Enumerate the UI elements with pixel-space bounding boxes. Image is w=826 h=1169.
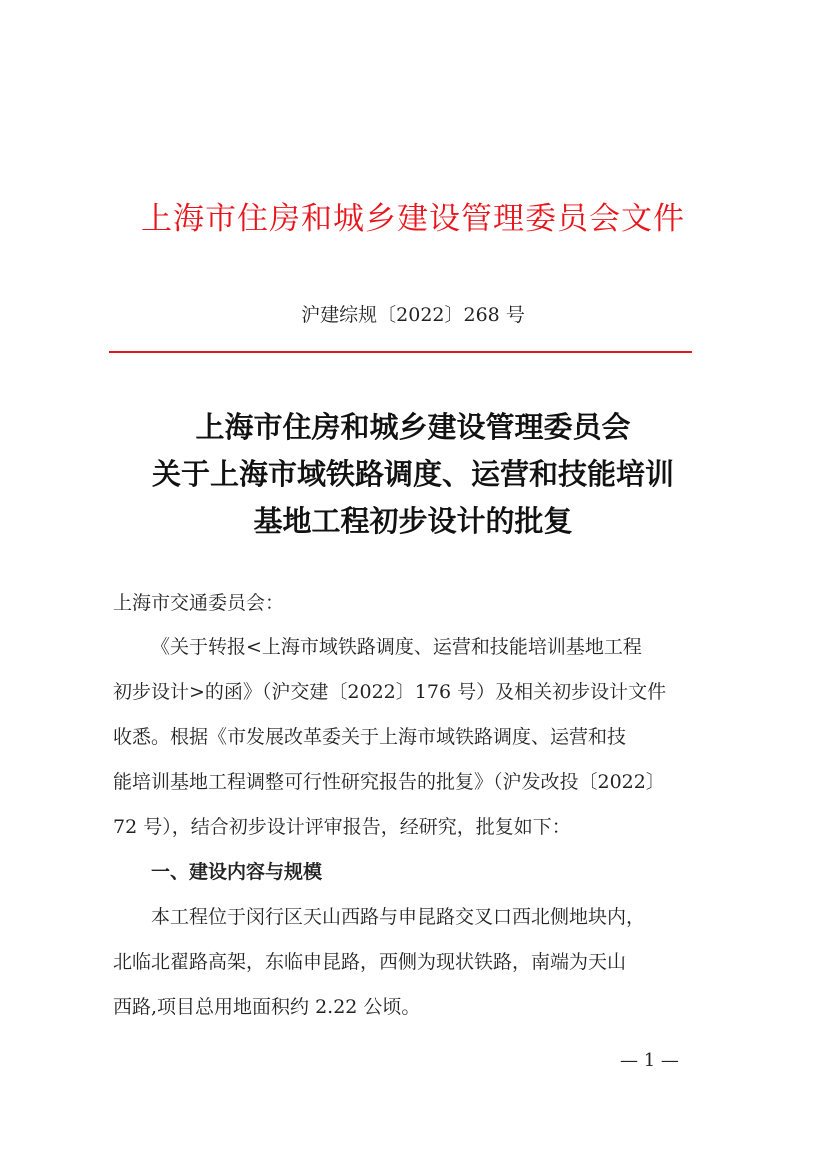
issuer-heading: 上海市住房和城乡建设管理委员会文件: [141, 201, 685, 237]
paragraph-1-line-5: 72 号），结合初步设计评审报告，经研究，批复如下：: [113, 816, 571, 838]
document-number: 沪建综规〔2022〕268 号: [301, 304, 525, 326]
paragraph-1-line-4: 能培训基地工程调整可行性研究报告的批复》（沪发改投〔2022〕: [113, 771, 665, 793]
section-1-heading: 一、建设内容与规模: [151, 861, 323, 883]
title-line-1: 上海市住房和城乡建设管理委员会: [195, 410, 631, 444]
addressee: 上海市交通委员会：: [113, 592, 285, 614]
red-divider-line: [109, 351, 692, 353]
paragraph-2-line-1: 本工程位于闵行区天山西路与申昆路交叉口西北侧地块内，: [151, 906, 646, 928]
paragraph-2-line-2: 北临北翟路高架，东临申昆路，西侧为现状铁路，南端为天山: [113, 951, 627, 973]
page-number: — 1 —: [620, 1050, 679, 1071]
document-body: [113, 625, 719, 1030]
paragraph-1-line-3: 收悉。根据《市发展改革委关于上海市域铁路调度、运营和技: [113, 726, 627, 748]
paragraph-2-line-3: 西路,项目总用地面积约 2.22 公顷。: [113, 996, 421, 1018]
title-line-3: 基地工程初步设计的批复: [253, 504, 573, 538]
document-title: [0, 404, 826, 545]
title-line-2: 关于上海市域铁路调度、运营和技能培训: [151, 457, 674, 491]
paragraph-1-line-2: 初步设计>的函》（沪交建〔2022〕176 号）及相关初步设计文件: [113, 681, 667, 703]
paragraph-1-line-1: 《关于转报<上海市域铁路调度、运营和技能培训基地工程: [151, 636, 642, 658]
